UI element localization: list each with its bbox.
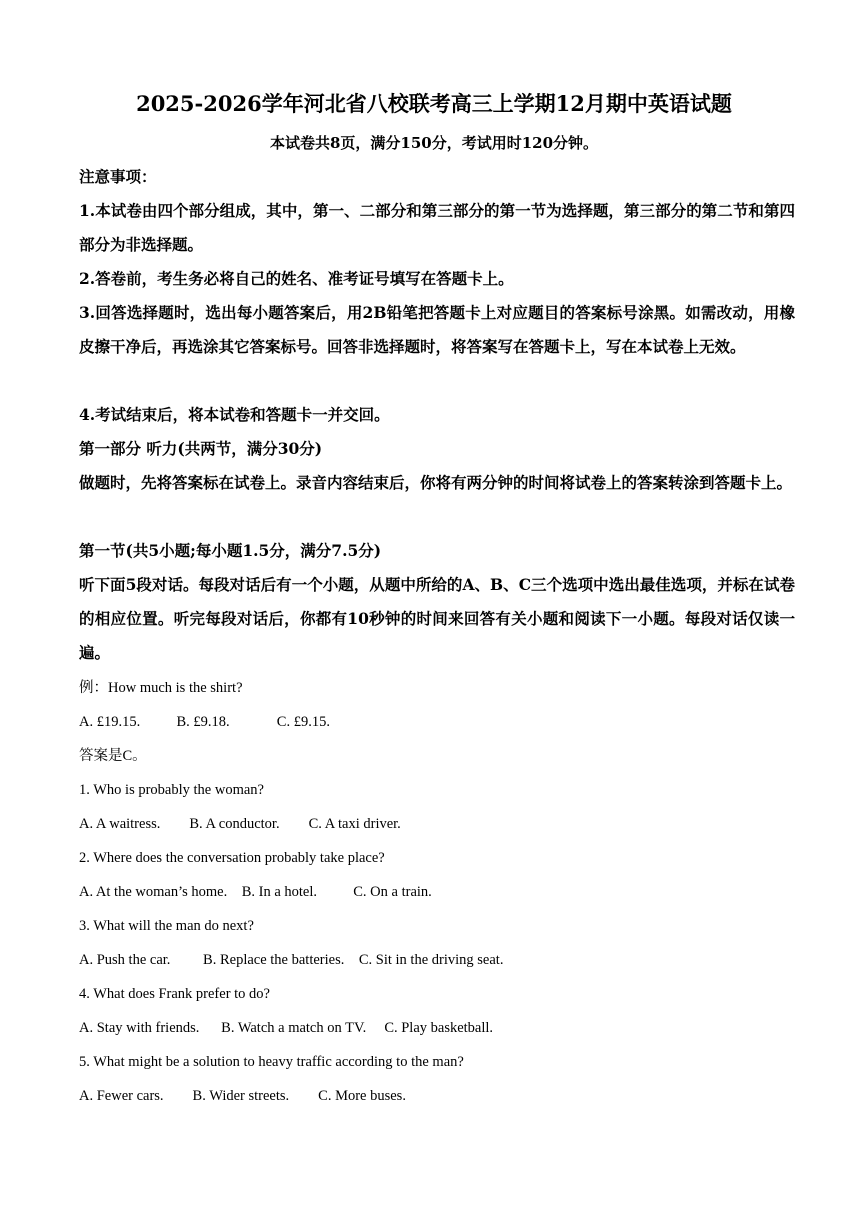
question-1: 1. Who is probably the woman? (79, 782, 264, 798)
section1-heading: 第一节(共5小题;每小题1.5分，满分7.5分) (79, 541, 382, 560)
part1-heading: 第一部分 听力(共两节，满分30分) (79, 439, 323, 458)
question-3-options: A. Push the car. B. Replace the batteries. C. Sit in the driving seat. (79, 952, 504, 968)
part1-intro: 做题时，先将答案标在试卷上。录音内容结束后，你将有两分钟的时间将试卷上的答案转涂到答题卡上。 (79, 473, 793, 492)
notice-item-2: 2.答卷前，考生务必将自己的姓名、准考证号填写在答题卡上。 (79, 269, 514, 288)
question-4: 4. What does Frank prefer to do? (79, 986, 270, 1002)
example-options: A. £19.15. B. £9.18. C. £9.15. (79, 714, 330, 730)
question-5: 5. What might be a solution to heavy traffic according to the man? (79, 1054, 464, 1070)
notice-heading: 注意事项： (79, 167, 157, 186)
exam-info: 本试卷共8页，满分150分，考试用时120分钟。 (269, 134, 599, 152)
question-3: 3. What will the man do next? (79, 918, 254, 934)
question-5-options: A. Fewer cars. B. Wider streets. C. More buses. (79, 1088, 406, 1104)
question-1-options: A. A waitress. B. A conductor. C. A taxi driver. (79, 816, 401, 832)
question-2-options: A. At the woman’s home. B. In a hotel. C. On a train. (79, 884, 432, 900)
page-title: 2025-2026学年河北省八校联考高三上学期12月期中英语试题 (136, 91, 732, 116)
example-answer: 答案是C。 (79, 748, 147, 764)
notice-item-1: 1.本试卷由四个部分组成，其中，第一、二部分和第三部分的第一节为选择题，第三部分的第二节和第四部分为非选择题。 (79, 201, 795, 254)
question-2: 2. Where does the conversation probably take place? (79, 850, 385, 866)
example-question: 例：How much is the shirt? (79, 680, 243, 696)
section1-intro: 听下面5段对话。每段对话后有一个小题，从题中所给的A、B、C三个选项中选出最佳选项，并标在试卷的相应位置。听完每段对话后，你都有10秒钟的时间来回答有关小题和阅读下一小题。每段对话仅读一遍。 (79, 575, 795, 662)
question-4-options: A. Stay with friends. B. Watch a match on TV. C. Play basketball. (79, 1020, 494, 1036)
notice-item-3: 3.回答选择题时，选出每小题答案后，用2B铅笔把答题卡上对应题目的答案标号涂黑。如需改动，用橡皮擦干净后，再选涂其它答案标号。回答非选择题时，将答案写在答题卡上，写在本试卷上无效。 (79, 303, 795, 356)
notice-item-4: 4.考试结束后，将本试卷和答题卡一并交回。 (79, 405, 390, 424)
